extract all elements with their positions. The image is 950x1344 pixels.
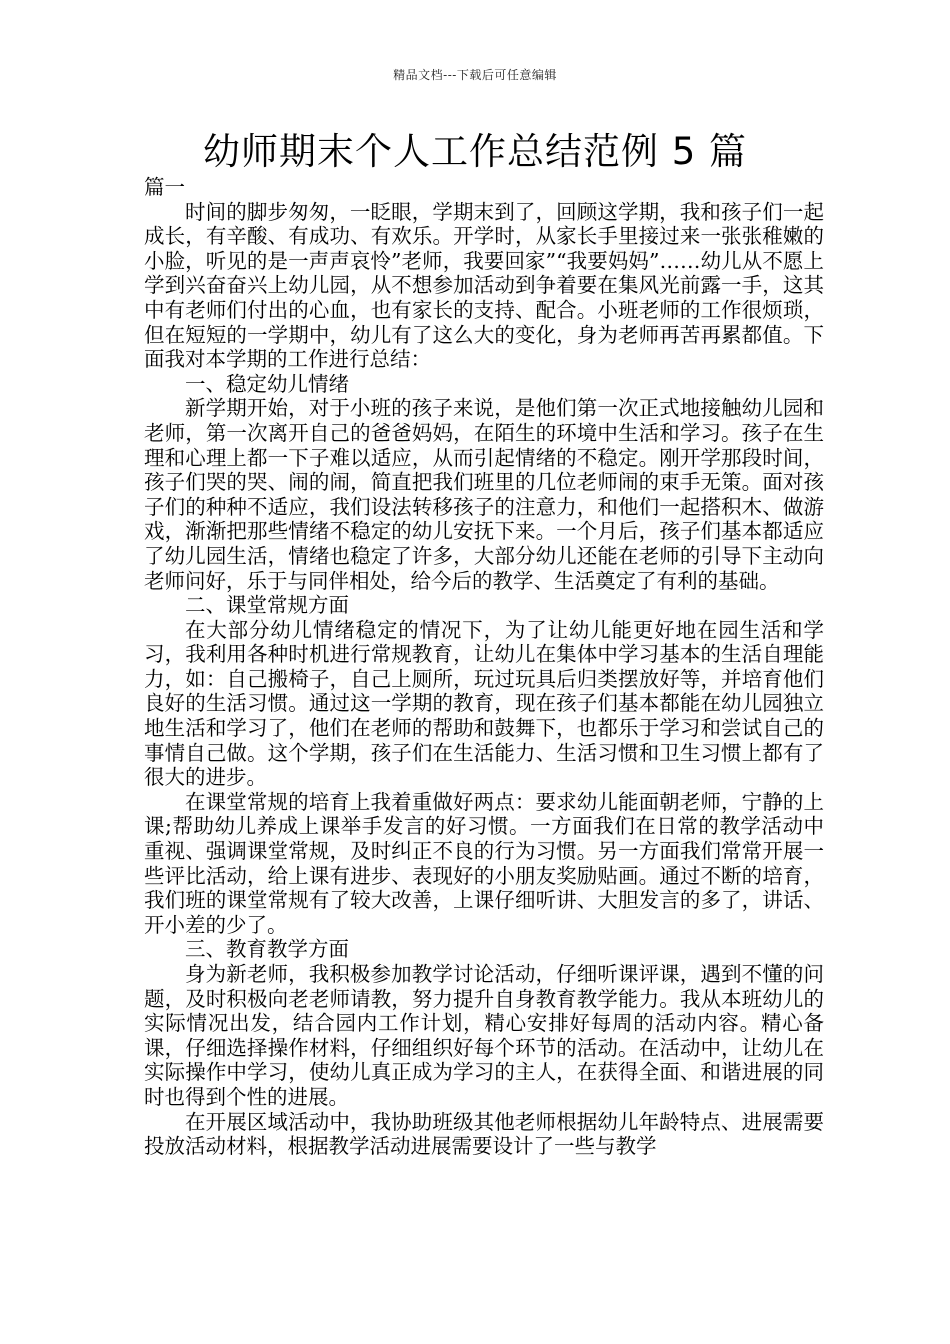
section-heading: 一、稳定幼儿情绪: [185, 371, 349, 396]
body-paragraph: 时间的脚步匆匆，一眨眼，学期末到了，回顾这学期，我和孩子们一起成长，有辛酸、有成功、有欢乐。开学时，从家长手里接过来一张张稚嫩的小脸，听见的是一声声哀怜”老师，我要回家”“我要妈妈”……幼儿从不愿上学到兴奋奋兴上幼儿园，从不想参加活动到争着要在集风光前露一手，这其中有老师们付出的心血，也有家长的支持、配合。小班老师的工作很烦琐，但在短短的一学期中，幼儿有了这么大的变化，身为老师再苦再累都值。下面我对本学期的工作进行总结：: [144, 199, 824, 372]
body-paragraph: 在课堂常规的培育上我着重做好两点：要求幼儿能面朝老师，宁静的上课;帮助幼儿养成上课举手发言的好习惯。一方面我们在日常的教学活动中重视、强调课堂常规，及时纠正不良的行为习惯。另一方面我们常常开展一些评比活动，给上课有进步、表现好的小朋友奖励贴画。通过不断的培育，我们班的课堂常规有了较大改善，上课仔细听讲、大胆发言的多了，讲话、开小差的少了。: [144, 789, 824, 937]
page-header: 精品文档---下载后可任意编辑: [393, 68, 557, 82]
section-heading: 二、课堂常规方面: [185, 593, 349, 618]
section-heading: 三、教育教学方面: [185, 937, 349, 962]
document-title: 幼师期末个人工作总结范例 5 篇: [202, 130, 748, 173]
part-label: 篇一: [144, 175, 185, 199]
body-paragraph: 身为新老师，我积极参加教学讨论活动，仔细听课评课，遇到不懂的问题，及时积极向老老师请教，努力提升自身教育教学能力。我从本班幼儿的实际情况出发，结合园内工作计划，精心安排好每周的活动内容。精心备课，仔细选择操作材料，仔细组织好每个环节的活动。在活动中，让幼儿在实际操作中学习，使幼儿真正成为学习的主人，在获得全面、和谐进展的同时也得到个性的进展。: [144, 962, 824, 1109]
body-paragraph: 在开展区域活动中，我协助班级其他老师根据幼儿年龄特点、进展需要投放活动材料，根据教学活动进展需要设计了一些与教学: [144, 1109, 824, 1159]
body-paragraph: 在大部分幼儿情绪稳定的情况下，为了让幼儿能更好地在园生活和学习，我利用各种时机进行常规教育，让幼儿在集体中学习基本的生活自理能力，如：自己搬椅子，自己上厕所，玩过玩具后归类摆放好等，并培育他们良好的生活习惯。通过这一学期的教育，现在孩子们基本都能在幼儿园独立地生活和学习了，他们在老师的帮助和鼓舞下，也都乐于学习和尝试自己的事情自己做。这个学期，孩子们在生活能力、生活习惯和卫生习惯上都有了很大的进步。: [144, 617, 824, 790]
body-paragraph: 新学期开始，对于小班的孩子来说，是他们第一次正式地接触幼儿园和老师，第一次离开自己的爸爸妈妈，在陌生的环境中生活和学习。孩子在生理和心理上都一下子难以适应，从而引起情绪的不稳定。刚开学那段时间，孩子们哭的哭、闹的闹，简直把我们班里的几位老师闹的束手无策。面对孩子们的种种不适应，我们设法转移孩子的注意力，和他们一起搭积木、做游戏，渐渐把那些情绪不稳定的幼儿安抚下来。一个月后，孩子们基本都适应了幼儿园生活，情绪也稳定了许多，大部分幼儿还能在老师的引导下主动向老师问好，乐于与同伴相处，给今后的教学、生活奠定了有利的基础。: [144, 396, 824, 593]
document-body: [144, 175, 824, 1159]
